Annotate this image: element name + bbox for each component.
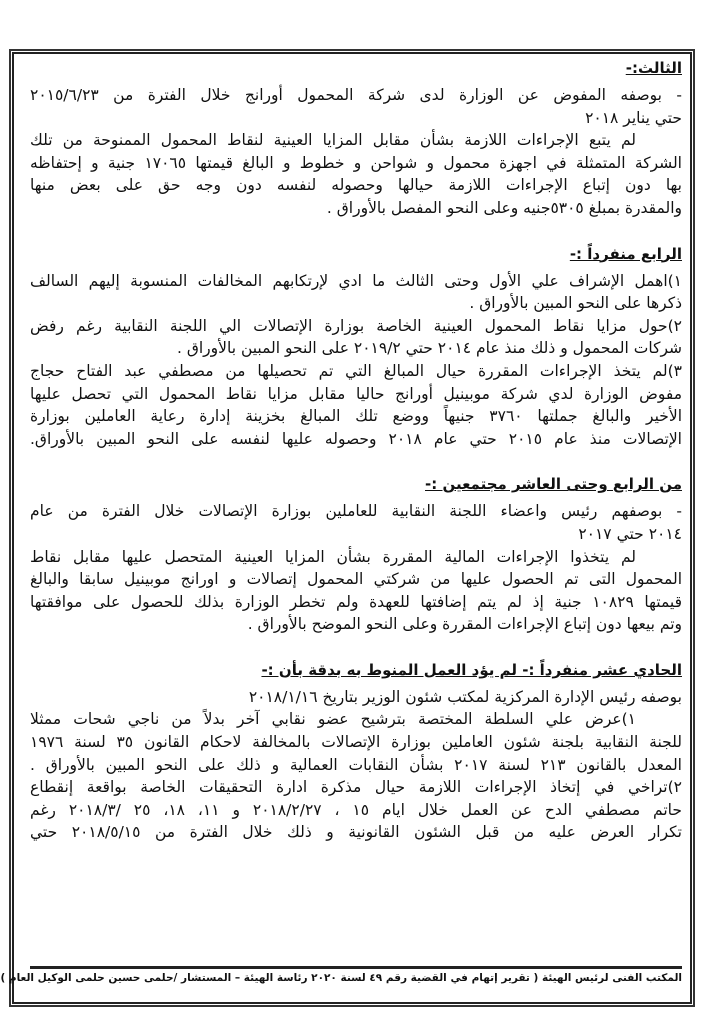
text-line: - بوصفه المفوض عن الوزارة لدى شركة المحمول أورانج خلال الفترة من ٢٠١٥/٦/٢٣ [30,86,682,104]
text-line: قيمتها ١٠٨٢٩ جنية إذ لم يتم إضافتها للعهدة ولم تخطر الوزارة بذلك للحصول على موافقتها [30,592,682,611]
text-line: ٣)لم يتخذ الإجراءات المقررة حيال المبالغ التي تم تحصيلها من مصطفي عبد الفتاح حجاج [30,361,682,380]
footer-divider [30,966,682,969]
section-heading: الرابع منفرداً :- [569,244,682,263]
section-heading: الثالث:- [625,59,682,77]
text-line: الشركة المتمثلة في اجهزة محمول و شواحن و خطوط و البالغ قيمتها ١٧٠٦٥ جنية و إحتفاظه [30,153,682,172]
text-line: المعدل بالقانون ٢١٣ لسنة ٢٠١٧ بشأن النقابات العمالية و ذلك على النحو المبين بالأوراق . [30,755,682,774]
text-line: ٢)تراخي في إتخاذ الإجراءات اللازمة حيال مذكرة ادارة التحقيقات الخاصة بواقعة إنقطاع [30,778,682,797]
text-line: - بوصفهم رئيس واعضاء اللجنة النقابية للعاملين بوزارة الإتصالات خلال الفترة من عام [30,502,682,521]
section [30,658,682,844]
text-line: ١)عرض علي السلطة المختصة بترشيح عضو نقابي آخر بدلاً من ناجي شحات ممثلا [30,710,636,729]
text-line: تكرار العرض عليه من قبل الشئون القانونية و ذلك خلال الفترة من ٢٠١٨/٥/١٥ حتي [30,823,682,842]
text-line: وتم بيعها دون إتباع الإجراءات المقررة وعلى النحو الموضح بالأوراق . [247,615,682,634]
text-line: لم يتبع الإجراءات اللازمة بشأن مقابل المزايا العينية لنقاط المحمول الممنوحة من تلك [30,131,636,150]
text-line: بها دون إتباع الإجراءات اللازمة حيالها وحصوله لنفسه دون وجه حق على بعض منها [30,176,682,195]
text-line: حتي يناير ٢٠١٨ [585,108,682,127]
text-line: ذكرها على النحو المبين بالأوراق . [469,294,682,313]
text-line: مفوض الوزارة لدي شركة موبينيل أورانج حاليا مقابل مزايا نقاط المحمول التي تحصل عليها [30,384,682,403]
section [30,472,682,636]
section-heading: من الرابع وحتى العاشر مجتمعين :- [425,475,682,494]
text-line: شركات المحمول و ذلك منذ عام ٢٠١٤ حتي ٢٠١٩/٢ على النحو المبين بالأوراق . [176,339,682,358]
section [30,242,682,451]
text-line: للجنة النقابية بلجنة شئون العاملين بوزارة الإتصالات بالمخالفة لاحكام القانون ٣٥ لسنة ١٩٧٦ [30,733,682,752]
text-line: بوصفه رئيس الإدارة المركزية لمكتب شئون الوزير بتاريخ ٢٠١٨/١/١٦ [248,687,682,706]
text-line: الأخير والبالغ جملتها ٣٧٦٠ جنيهاً ووضع تلك المبالغ بخزينة إدارة رعاية العاملين بوزارة [30,407,683,426]
section-heading: الحادي عشر منفرداً :- لم يؤد العمل المنوط به بدقة بأن :- [261,660,682,679]
text-line: ١)اهمل الإشراف علي الأول وحتى الثالث ما ادي لإرتكابهم المخالفات المنسوبة إليهم السالف [30,271,682,290]
text-line: ٢)حول مزايا نقاط المحمول العينية الخاصة بوزارة الإتصالات الي اللجنة النقابية رغم رفض [30,316,682,335]
section [30,56,682,220]
page-footer: المكتب الفنى لرئيس الهيئة ( تقرير إتهام في القضية رقم ٤٩ لسنة ٢٠٢٠ رئاسة الهيئة – المستشار /حلمى حسين حلمى الوكيل العام ) [0,972,682,984]
text-line: الإتصالات منذ عام ٢٠١٥ حتي عام ٢٠١٨ وحصوله عليها لنفسه على النحو المبين بالأوراق. [30,429,682,448]
text-line: حاتم مصطفي الدح عن العمل خلال ايام ١٥ ، ٢٠١٨/٢/٢٧ و ١١، ١٨، ٢٥ /٢٠١٨/٣ رغم [30,800,682,819]
text-line: لم يتخذوا الإجراءات المالية المقررة بشأن المزايا العينية المتحصل عليها مقابل نقاط [30,547,636,566]
text-line: المحمول التى تم الحصول عليها من شركتي المحمول إتصالات و اورانج موبينيل سابقا والبالغ [30,570,682,589]
document-body [30,56,682,866]
text-line: والمقدرة بمبلغ ٥٣٠٥جنيه وعلى النحو المفصل بالأوراق . [326,198,682,217]
text-line: ٢٠١٤ حتي ٢٠١٧ [578,524,682,543]
